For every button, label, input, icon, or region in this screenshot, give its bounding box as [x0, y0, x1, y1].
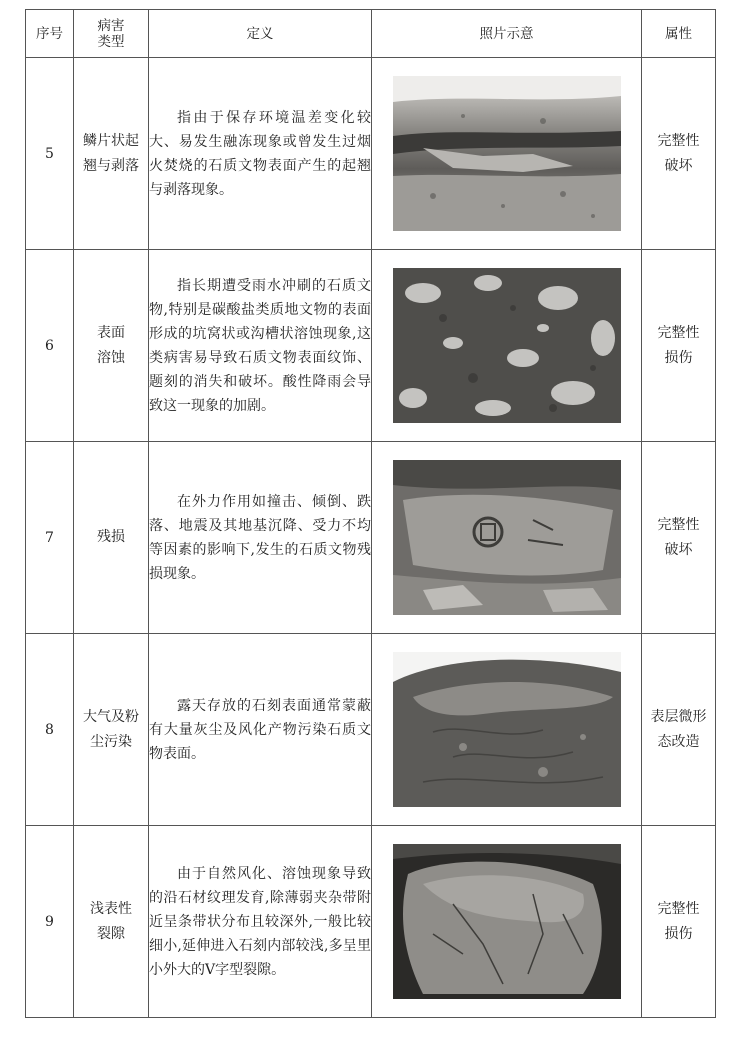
row-photo	[372, 826, 642, 1018]
row-type-text: 残损	[97, 529, 125, 545]
disease-table	[25, 9, 716, 1018]
row-definition-text: 指长期遭受雨水冲刷的石质文物,特别是碳酸盐类质地文物的表面形成的坑窝状或沟槽状溶蚀现象,这类病害易导致石质文物表面纹饰、题刻的消失和破坏。酸性降雨会导致这一现象的加剧。	[149, 277, 371, 414]
row-type	[74, 250, 149, 442]
table-row	[26, 634, 716, 826]
row-type	[74, 826, 149, 1018]
row-attribute-text: 完整性破坏	[657, 516, 700, 558]
dust-covered-rock-photo	[393, 652, 621, 807]
row-attribute-text: 完整性破坏	[657, 132, 700, 174]
damaged-carving-photo	[393, 460, 621, 615]
header-attribute: 属性	[642, 10, 716, 58]
row-seq: 6	[26, 250, 74, 442]
row-type-text: 大气及粉尘污染	[83, 708, 139, 750]
dissolved-surface-photo	[393, 268, 621, 423]
row-definition-text: 在外力作用如撞击、倾倒、跌落、地震及其地基沉降、受力不均等因素的影响下,发生的石质文物残损现象。	[149, 493, 371, 582]
row-attribute	[642, 634, 716, 826]
row-definition-text: 露天存放的石刻表面通常蒙蔽有大量灰尘及风化产物污染石质文物表面。	[149, 697, 371, 762]
row-definition	[149, 634, 372, 826]
row-type	[74, 634, 149, 826]
row-seq: 8	[26, 634, 74, 826]
table-row	[26, 58, 716, 250]
row-seq: 9	[26, 826, 74, 1018]
row-photo	[372, 442, 642, 634]
table-row	[26, 250, 716, 442]
header-type	[74, 10, 149, 58]
row-definition	[149, 442, 372, 634]
row-type	[74, 58, 149, 250]
row-attribute	[642, 826, 716, 1018]
table-row	[26, 442, 716, 634]
header-seq: 序号	[26, 10, 74, 58]
row-attribute	[642, 250, 716, 442]
row-attribute-text: 完整性损伤	[657, 324, 700, 366]
table-row	[26, 826, 716, 1018]
row-attribute	[642, 442, 716, 634]
row-attribute-text: 完整性损伤	[657, 900, 700, 942]
row-definition	[149, 826, 372, 1018]
row-photo	[372, 634, 642, 826]
row-type-text: 表面溶蚀	[97, 324, 125, 366]
row-seq: 7	[26, 442, 74, 634]
surface-crack-rock-photo	[393, 844, 621, 999]
header-photo: 照片示意	[372, 10, 642, 58]
flaking-stone-photo	[393, 76, 621, 231]
row-seq: 5	[26, 58, 74, 250]
row-type-text: 浅表性裂隙	[90, 900, 132, 942]
row-photo	[372, 58, 642, 250]
row-photo	[372, 250, 642, 442]
header-type-text: 病害 类型	[97, 17, 125, 50]
row-attribute	[642, 58, 716, 250]
row-definition	[149, 58, 372, 250]
row-type	[74, 442, 149, 634]
row-type-text: 鳞片状起翘与剥落	[83, 132, 139, 174]
row-definition-text: 由于自然风化、溶蚀现象导致的沿石材纹理发育,除薄弱夹杂带附近呈条带状分布且较深外,一般比较细小,延伸进入石刻内部较浅,多呈里小外大的V字型裂隙。	[149, 865, 371, 978]
row-definition	[149, 250, 372, 442]
row-definition-text: 指由于保存环境温差变化较大、易发生融冻现象或曾发生过烟火焚烧的石质文物表面产生的起翘与剥落现象。	[149, 109, 371, 198]
row-attribute-text: 表层微形态改造	[650, 708, 707, 750]
table-header-row	[26, 10, 716, 58]
header-definition: 定义	[149, 10, 372, 58]
